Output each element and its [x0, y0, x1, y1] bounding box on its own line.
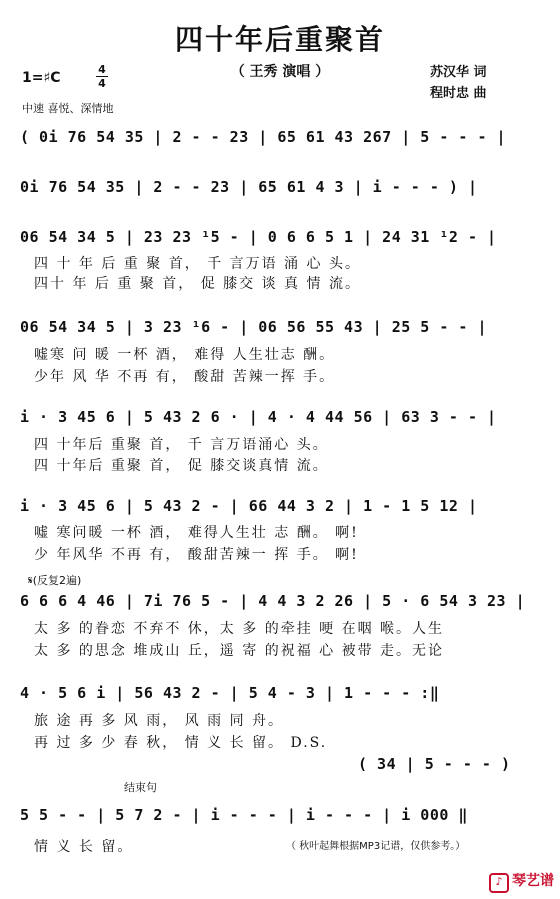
music-line: i · 3 45 6 | 5 43 2 - | 66 44 3 2 | 1 - 1 5 12 | — [20, 497, 478, 515]
site-logo — [489, 870, 554, 893]
music-line: i · 3 45 6 | 5 43 2 6 · | 4 · 4 44 56 | 63 3 - - | — [20, 408, 497, 426]
lyric-line: 四 十年后 重聚 首， 促 膝交谈真情 流。 — [34, 458, 329, 474]
ending-marking: 结束句 — [124, 781, 157, 794]
music-line: ( 0i 76 54 35 | 2 - - 23 | 65 61 43 267 | 5 - - - | — [20, 128, 507, 146]
performer: （ 王秀 演唱 ） — [230, 64, 330, 80]
lyric-line: 嘘 寒问暖 一杯 酒， 难得人生壮 志 酬。 啊! — [34, 525, 359, 541]
lyric-line: 嘘寒 问 暖 一杯 酒， 难得 人生壮志 酬。 — [34, 347, 336, 363]
footnote: （ 秋叶起舞根据MP3记谱，仅供参考。） — [286, 841, 466, 852]
tempo-marking: 中速 喜悦、深情地 — [22, 102, 114, 115]
lyricist: 苏汉华 词 — [430, 65, 487, 80]
key-signature: 1=♯C — [22, 70, 61, 86]
time-bottom: 4 — [98, 77, 106, 90]
lyric-line: 再 过 多 少 春 秋， 情 义 长 留。 D.S. — [34, 735, 328, 751]
music-note-icon: ♪ — [489, 873, 509, 893]
lyric-line: 情 义 长 留。 — [34, 839, 134, 855]
logo-text: 琴艺谱 — [512, 873, 554, 889]
music-line: 4 · 5 6 i | 56 43 2 - | 5 4 - 3 | 1 - - - :‖ — [20, 684, 440, 702]
lyric-line: 少 年风华 不再 有， 酸甜苦辣一 挥 手。 啊! — [34, 547, 359, 563]
composer: 程时忠 曲 — [430, 86, 487, 101]
credits — [430, 62, 487, 104]
music-line: 6 6 6 4 46 | 7i 76 5 - | 4 4 3 2 26 | 5 · 6 54 3 23 | — [20, 592, 526, 610]
song-title: 四十年后重聚首 — [174, 23, 385, 56]
lyric-line: 旅 途 再 多 风 雨， 风 雨 同 舟。 — [34, 713, 285, 729]
music-line: 06 54 34 5 | 23 23 ¹5 - | 0 6 6 5 1 | 24 31 ¹2 - | — [20, 228, 497, 246]
lyric-line: 四 十 年 后 重 聚 首， 千 言万语 涌 心 头。 — [34, 256, 361, 272]
music-line: 0i 76 54 35 | 2 - - 23 | 65 61 4 3 | i - - - ) | — [20, 178, 478, 196]
music-line: ( 34 | 5 - - - ) — [358, 755, 511, 773]
lyric-line: 四 十年后 重聚 首， 千 言万语涌心 头。 — [34, 437, 329, 453]
time-signature — [96, 64, 108, 89]
music-line: 5 5 - - | 5 7 2 - | i - - - | i - - - | i 000 ‖ — [20, 806, 468, 824]
lyric-line: 四十 年 后 重 聚 首， 促 膝交 谈 真 情 流。 — [34, 276, 361, 292]
music-line: 06 54 34 5 | 3 23 ¹6 - | 06 56 55 43 | 25 5 - - | — [20, 318, 488, 336]
time-top: 4 — [98, 63, 106, 76]
lyric-line: 少年 风 华 不再 有， 酸甜 苦辣一挥 手。 — [34, 369, 336, 385]
segno-marking: 𝄋(反复2遍) — [28, 574, 82, 587]
lyric-line: 太 多 的眷恋 不弃不 休，太 多 的牵挂 哽 在咽 喉。人生 — [34, 621, 445, 637]
lyric-line: 太 多 的思念 堆成山 丘，遥 寄 的祝福 心 被带 走。无论 — [34, 643, 445, 659]
